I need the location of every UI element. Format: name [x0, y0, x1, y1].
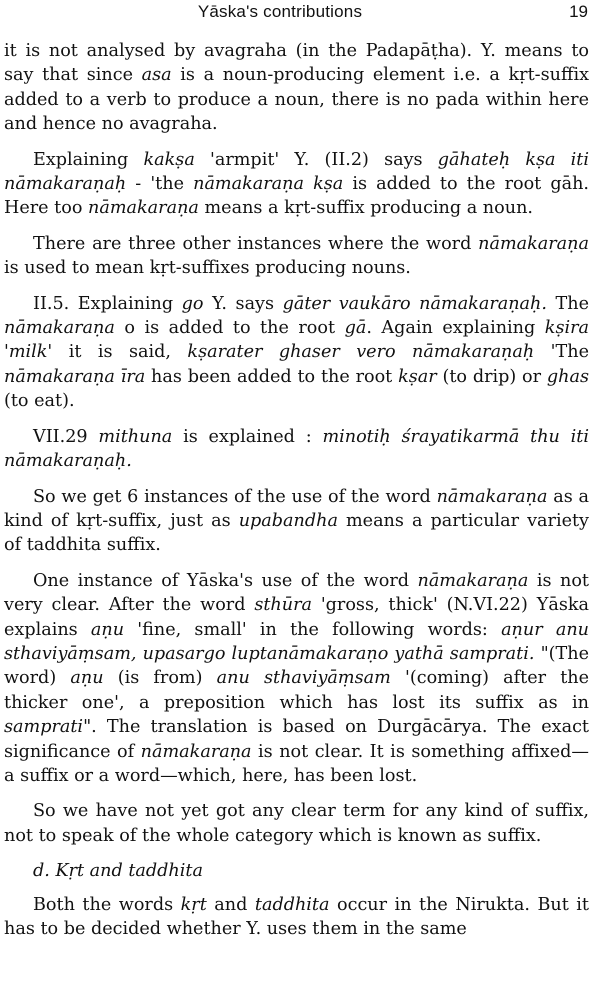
- italic-term: nāmakaraṇa: [4, 318, 115, 339]
- text-run: is not clear. It is something affixed—a suffix or a word—which, here, has been lost.: [4, 741, 589, 786]
- page-number: 19: [569, 2, 588, 21]
- text-run: One instance of Yāska's use of the word: [33, 570, 418, 591]
- italic-term: nāmakaraṇa: [4, 366, 115, 387]
- text-run: means a particular variety of taddhita suffix.: [4, 510, 589, 556]
- italic-term: kṣar: [398, 366, 437, 387]
- italic-term: gāhateḥ kṣa iti nāmakaraṇaḥ: [4, 149, 589, 195]
- text-run: it is said,: [52, 342, 188, 363]
- text-run: 'gross, thick' (N.VI.22) Yāska explains: [4, 595, 589, 640]
- text-run: it is not analysed by avagraha (in the Padapāṭha). Y. means to say that since: [4, 41, 589, 86]
- text-run: There are three other instances where the word: [33, 233, 479, 254]
- paragraph: [4, 799, 589, 848]
- text-run: 'The: [534, 342, 589, 363]
- italic-term: anu sthaviyāṃsam: [216, 668, 391, 689]
- italic-term: gāter vaukāro nāmakaraṇaḥ.: [282, 293, 547, 314]
- italic-term: nāmakaraṇa kṣa: [193, 174, 344, 195]
- text-run: VII.29: [33, 426, 99, 447]
- text-run: The: [546, 293, 589, 314]
- italic-term: nāmakaraṇa: [436, 486, 548, 507]
- text-run: has been added to the root: [145, 366, 399, 387]
- text-run: 'fine, small' in the following words:: [124, 619, 502, 640]
- italic-term: kakṣa: [143, 149, 195, 170]
- italic-term: go: [181, 293, 204, 314]
- running-header-title: Yāska's contributions: [197, 2, 363, 21]
- text-run: is explained :: [172, 426, 323, 447]
- italic-term: kṣarater ghaser vero nāmakaraṇaḥ: [187, 342, 535, 363]
- paragraph: [4, 292, 589, 414]
- italic-term: ghas: [546, 366, 590, 387]
- italic-term: īra: [120, 366, 146, 387]
- italic-term: nāmakaraṇa: [417, 570, 529, 591]
- paragraph: [4, 485, 589, 558]
- italic-term: kṣira: [544, 318, 589, 339]
- text-run: - 'the: [126, 174, 194, 195]
- italic-term: mithuna: [98, 426, 173, 447]
- paragraph-list: [4, 39, 589, 848]
- text-run: "(The word): [4, 643, 590, 689]
- paragraph: [4, 39, 589, 137]
- text-run: o is added to the root: [114, 318, 345, 339]
- italic-term: upabandha: [238, 510, 338, 531]
- text-run: Y. says: [203, 293, 283, 314]
- italic-term: aṇu: [70, 668, 104, 689]
- text-run: Both the words: [33, 894, 181, 915]
- paragraph: [4, 148, 589, 221]
- text-run: occur in the Nirukta. But it has to be decided whether Y. uses them in the same: [4, 894, 589, 939]
- paragraph: [4, 425, 589, 474]
- paragraph: [4, 569, 589, 789]
- italic-term: taddhita: [254, 894, 330, 915]
- text-run: and: [206, 894, 255, 915]
- text-run: So we have not yet got any clear term for any kind of suffix, not to speak of the whole category which is known as suffix.: [4, 801, 589, 846]
- paragraph: [4, 893, 589, 942]
- italic-term: nāmakaraṇa: [140, 741, 252, 762]
- text-run: is not very clear. After the word: [4, 570, 589, 616]
- text-run: 'armpit' Y. (II.2) says: [194, 149, 438, 170]
- italic-term: nāmakaraṇa: [478, 233, 589, 254]
- text-run: (to eat).: [4, 391, 75, 412]
- text-run: II.5. Explaining: [33, 293, 182, 314]
- text-run: as a kind of kṛt-suffix, just as: [4, 486, 589, 531]
- running-header: [0, 0, 600, 30]
- text-run: is a noun-producing element i.e. a kṛt-suffix added to a verb to produce a noun, there is no pada within here and hence no avagraha.: [4, 65, 589, 135]
- text-run: . Again explaining: [366, 318, 545, 339]
- italic-term: asa: [141, 65, 172, 86]
- paragraph: [4, 232, 589, 281]
- section-heading: d. Kṛt and taddhita: [33, 861, 203, 882]
- text-run: Explaining: [33, 149, 144, 170]
- italic-term: sthūra: [254, 595, 312, 616]
- text-run: (to drip) or: [436, 366, 547, 387]
- text-run: is used to mean kṛt-suffixes producing nouns.: [4, 258, 411, 279]
- italic-term: minotiḥ śrayatikarmā thu iti nāmakaraṇaḥ.: [4, 426, 589, 472]
- italic-term: kṛt: [180, 894, 207, 915]
- italic-term: 'milk': [4, 342, 53, 363]
- text-run: So we get 6 instances of the use of the word: [33, 486, 437, 507]
- body-text: [4, 39, 589, 952]
- text-run: ". The translation is based on Durgācārya. The exact significance of: [4, 717, 589, 762]
- italic-term: aṇu: [90, 619, 125, 640]
- text-run: (is from): [103, 668, 217, 689]
- italic-term: nāmakaraṇa: [88, 198, 199, 219]
- text-run: '(coming) after the thicker one', a preposition which has lost its suffix as in: [4, 668, 590, 713]
- text-run: means a kṛt-suffix producing a noun.: [198, 198, 533, 219]
- italic-term: aṇur anu sthaviyāṃsam, upasargo luptanāmakaraṇo yathā samprati.: [4, 619, 589, 664]
- italic-term: gā: [344, 318, 367, 339]
- text-run: is added to the root gāh. Here too: [4, 174, 590, 219]
- italic-term: samprati: [4, 717, 84, 738]
